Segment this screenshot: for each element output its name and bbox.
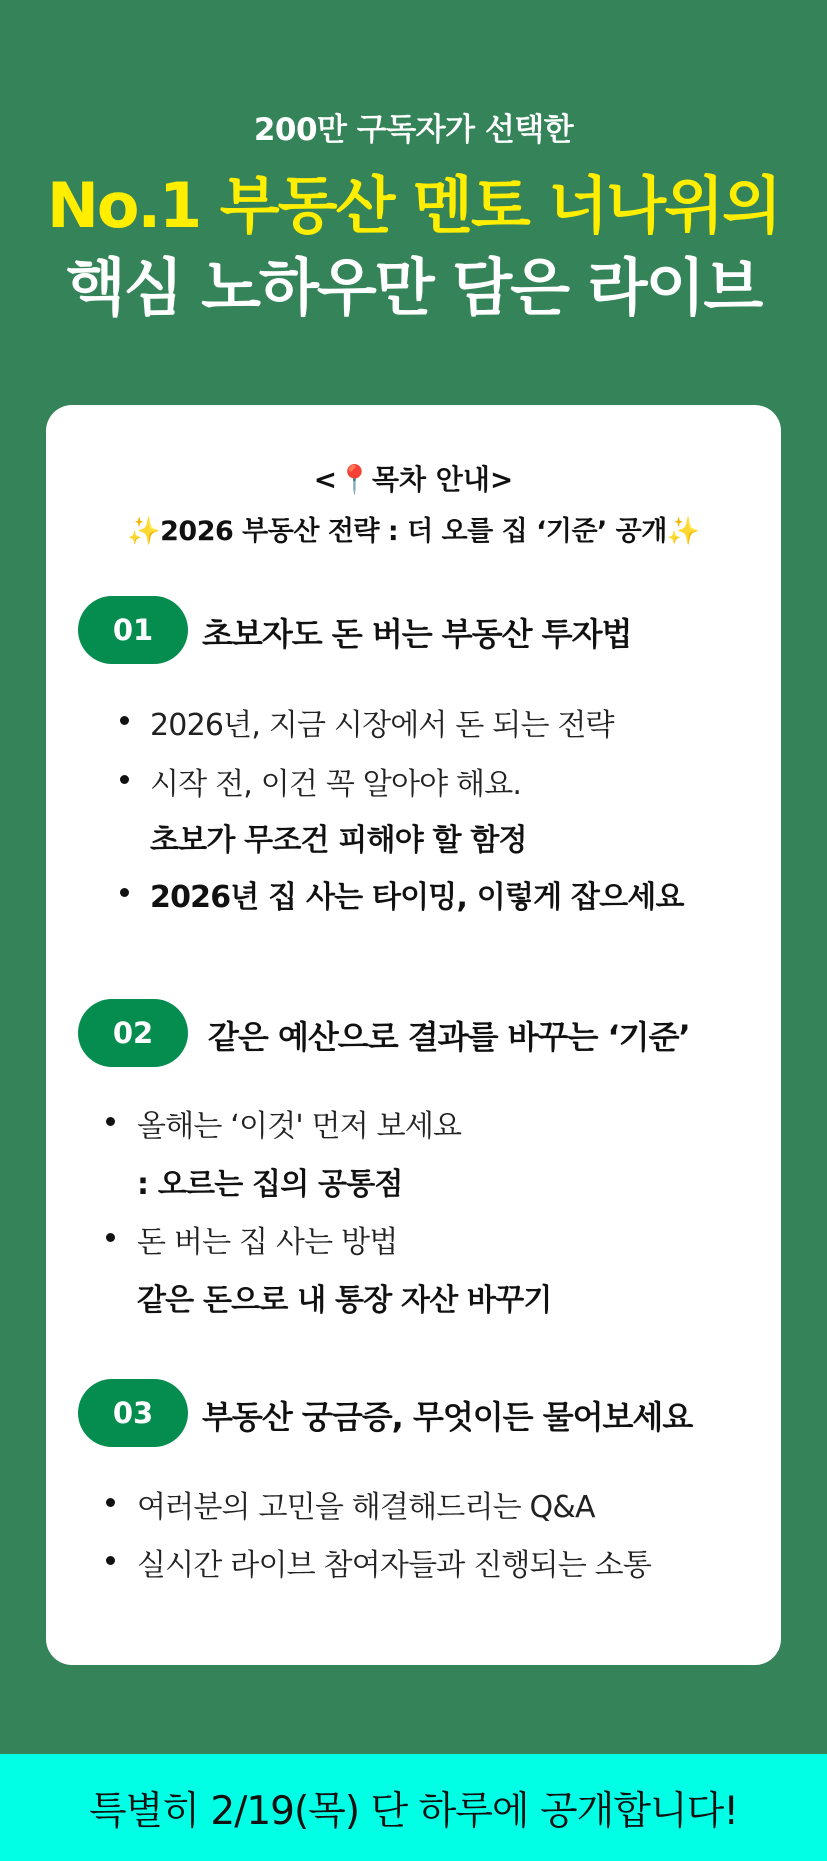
section-title-01: 초보자도 돈 버는 부동산 투자법 bbox=[202, 615, 632, 653]
list-item-continuation: 초보가 무조건 피해야 할 함정 bbox=[150, 823, 527, 858]
bullet-icon bbox=[120, 716, 129, 725]
footer-banner bbox=[0, 1754, 827, 1861]
bullet-icon bbox=[106, 1233, 115, 1242]
toc-header: <📍목차 안내> bbox=[313, 463, 514, 496]
sparkle-icon: ✨ bbox=[127, 516, 161, 547]
list-item: 시작 전, 이건 꼭 알아야 해요. bbox=[150, 767, 522, 802]
footer-text: 특별히 2/19(목) 단 하루에 공개합니다! bbox=[89, 1788, 738, 1834]
list-item: 2026년, 지금 시장에서 돈 되는 전략 bbox=[150, 708, 614, 743]
toc-title-text: 2026 부동산 전략 : 더 오를 집 ‘기준’ 공개 bbox=[160, 516, 667, 547]
list-item: 올해는 ‘이것' 먼저 보세요 bbox=[137, 1109, 462, 1144]
hero-title-line-1: No.1 부동산 멘토 너나위의 bbox=[47, 169, 780, 242]
bullet-icon bbox=[106, 1117, 115, 1126]
section-title-03: 부동산 궁금증, 무엇이든 물어보세요 bbox=[202, 1398, 693, 1436]
list-item-continuation: : 오르는 집의 공통점 bbox=[137, 1167, 403, 1202]
section-title-02: 같은 예산으로 결과를 바꾸는 ‘기준’ bbox=[208, 1018, 690, 1056]
section-badge-03: 03 bbox=[78, 1379, 188, 1447]
bullet-icon bbox=[106, 1498, 115, 1507]
list-item: 실시간 라이브 참여자들과 진행되는 소통 bbox=[137, 1548, 652, 1583]
bullet-icon bbox=[120, 888, 129, 897]
toc-title bbox=[46, 509, 781, 548]
list-item: 여러분의 고민을 해결해드리는 Q&A bbox=[137, 1490, 595, 1525]
sparkle-icon: ✨ bbox=[666, 516, 700, 547]
hero-subtitle: 200만 구독자가 선택한 bbox=[253, 112, 574, 148]
list-item: 2026년 집 사는 타이밍, 이렇게 잡으세요 bbox=[150, 880, 684, 915]
section-badge-01: 01 bbox=[78, 596, 188, 664]
hero-title-line-2: 핵심 노하우만 담은 라이브 bbox=[65, 251, 762, 324]
list-item: 돈 버는 집 사는 방법 bbox=[137, 1225, 398, 1260]
section-badge-02: 02 bbox=[78, 999, 188, 1067]
bullet-icon bbox=[120, 775, 129, 784]
bullet-icon bbox=[106, 1556, 115, 1565]
list-item-continuation: 같은 돈으로 내 통장 자산 바꾸기 bbox=[137, 1283, 552, 1318]
